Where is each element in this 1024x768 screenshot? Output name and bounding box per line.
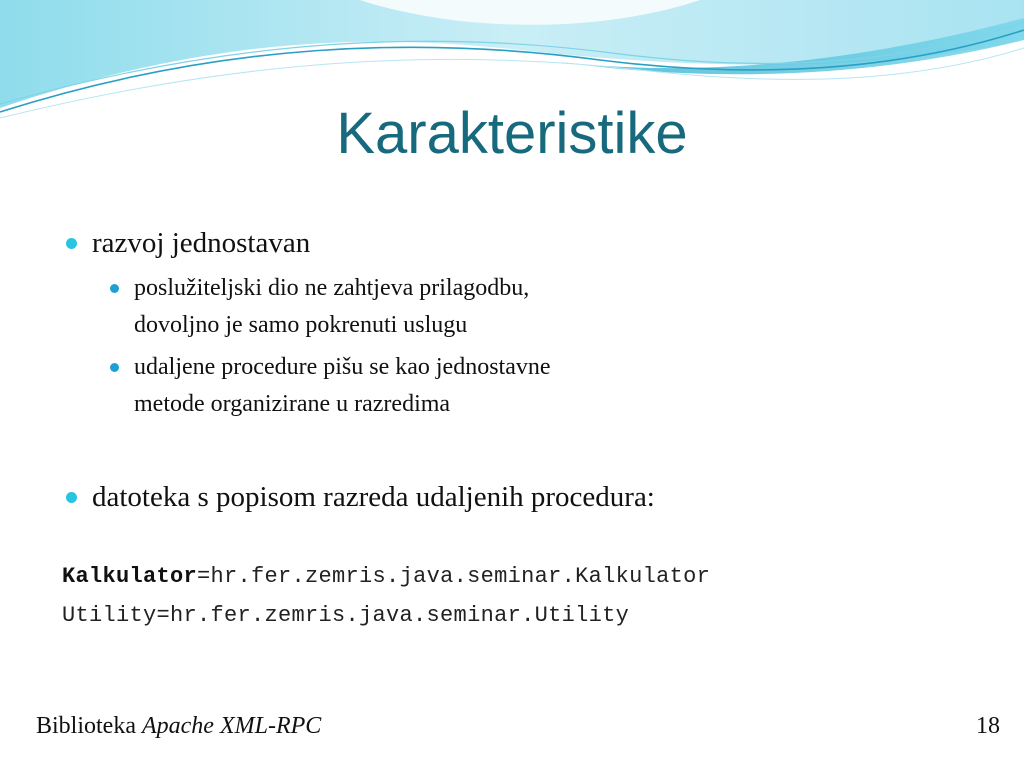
sub-bullet-line: poslužiteljski dio ne zahtjeva prilagodbu, [134,275,530,301]
footer-caption [36,710,321,742]
page-number: 18 [976,713,1000,739]
code-line-kalkulator [62,562,710,592]
sub-bullet-procedures [134,349,551,423]
code-line-utility: Utility=hr.fer.zemris.java.seminar.Utility [62,603,630,628]
slide-title: Karakteristike [336,101,688,166]
sub-bullet-line: udaljene procedure pišu se kao jednostavne [134,354,551,380]
bullet-datoteka: datoteka s popisom razreda udaljenih procedura: [92,481,655,513]
code-value: =hr.fer.zemris.java.seminar.Kalkulator [197,564,711,589]
sub-bullet-line: dovoljno je samo pokrenuti uslugu [134,312,468,338]
code-key: Kalkulator [62,564,198,589]
bullet-razvoj: razvoj jednostavan [92,227,311,259]
sub-bullet-line: metode organizirane u razredima [134,391,451,417]
footer-prefix: Biblioteka [36,713,142,739]
sub-bullet-server [134,270,529,344]
footer-library-name: Apache XML-RPC [141,713,322,739]
